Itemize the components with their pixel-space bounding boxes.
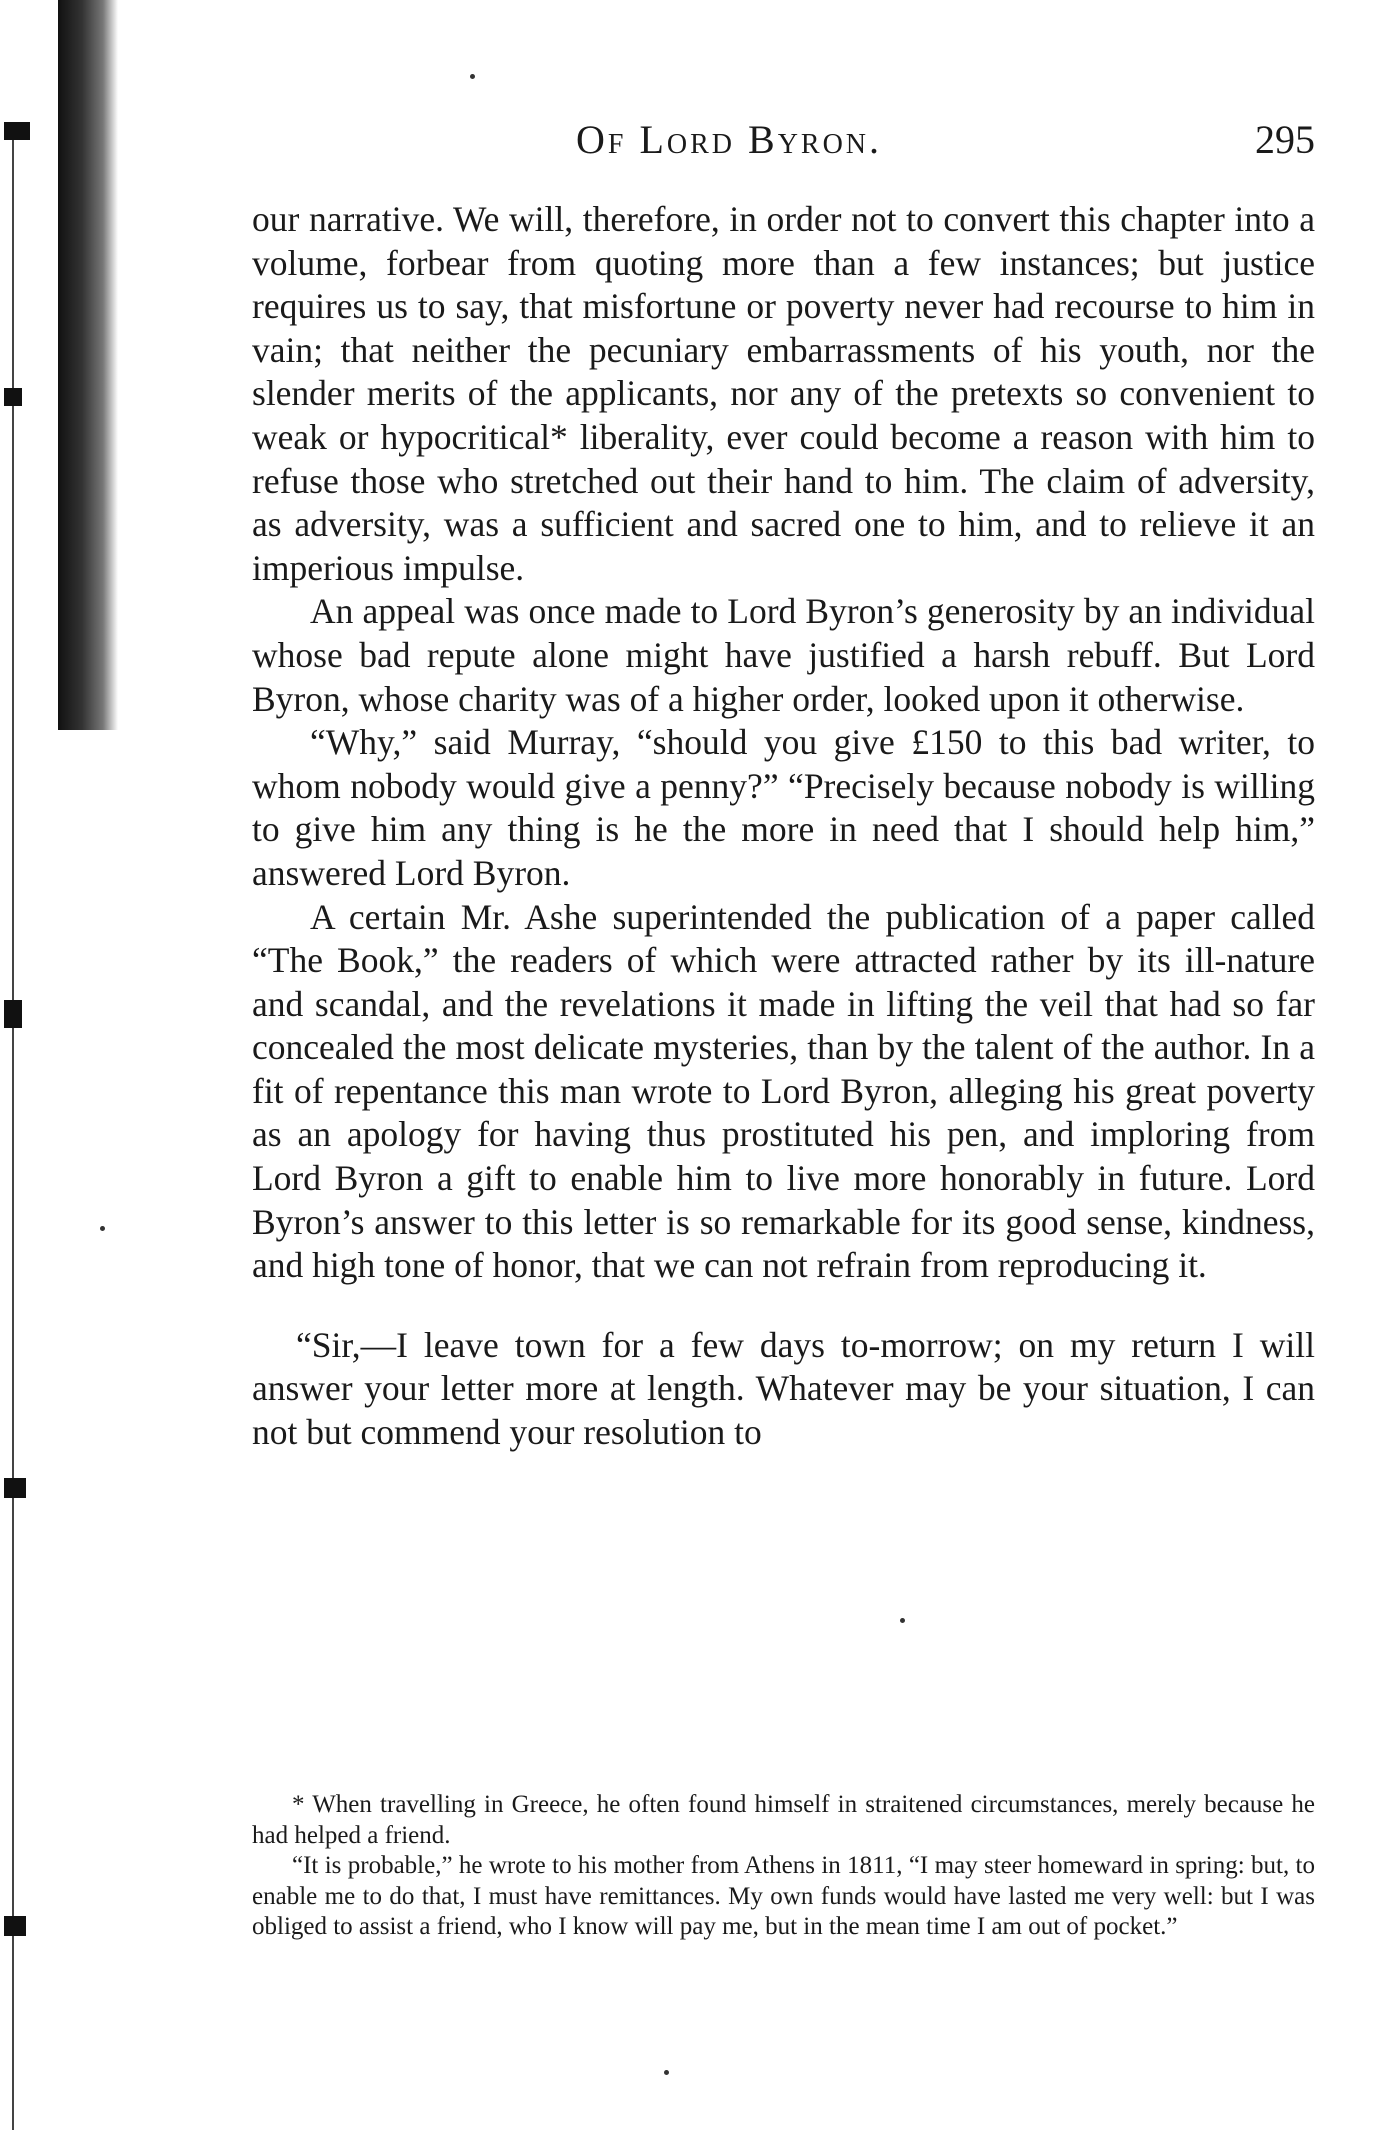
footnote: * When travelling in Greece, he often found himself in straitened circumstances, merely because he had helped a friend.: [252, 1791, 1315, 1849]
paragraph: “Why,” said Murray, “should you give £150 to this bad writer, to whom nobody would give a penny?” “Precisely because nobody is willing to give him any thing is he the more in need that I should help him,” answered Lord Byron.: [252, 722, 1315, 893]
paragraph: A certain Mr. Ashe superintended the publication of a paper called “The Book,” the readers of which were attracted rather by its ill-nature and scandal, and the revelations it made in lifting the veil that had so far concealed the most delicate mysteries, than by the talent of the author. In a fit of repentance this man wrote to Lord Byron, alleging his great poverty as an apology for having thus prostituted his pen, and imploring from Lord Byron a gift to enable him to live more honorably in future. Lord Byron’s answer to this letter is so remarkable for its good sense, kindness, and high tone of honor, that we can not refrain from reproducing it.: [252, 896, 1315, 1286]
scan-speck: [470, 74, 475, 79]
footnote: “It is probable,” he wrote to his mother from Athens in 1811, “I may steer homeward in spring: but, to enable me to do that, I must have remittances. My own funds would have lasted me very well: but I was obliged to assist a friend, who I know will pay me, but in the mean time I am out of pocket.”: [252, 1852, 1315, 1940]
scan-speck: [664, 2070, 669, 2075]
binding-mark: [4, 1478, 26, 1498]
scan-speck: [900, 1618, 905, 1623]
main-text: [252, 198, 1315, 1455]
page-number: 295: [1255, 117, 1315, 162]
running-header: [252, 116, 1315, 176]
paragraph: An appeal was once made to Lord Byron’s generosity by an individual whose bad repute alone might have justified a harsh rebuff. But Lord Byron, whose charity was of a higher order, looked upon it otherwise.: [252, 591, 1315, 719]
binding-shadow: [58, 0, 118, 730]
binding-mark: [4, 1000, 22, 1028]
letter-quote: “Sir,—I leave town for a few days to-morrow; on my return I will answer your letter more at length. Whatever may be your situation, I can not but commend your resolution to: [252, 1324, 1315, 1453]
scan-binding-edge: [0, 0, 100, 2135]
binding-mark: [4, 122, 30, 140]
paragraph: our narrative. We will, therefore, in order not to convert this chapter into a volume, forbear from quoting more than a few instances; but justice requires us to say, that misfortune or poverty never had recourse to him in vain; that neither the pecuniary embarrassments of his youth, nor the slender merits of the applicants, nor any of the pretexts so convenient to weak or hypocritical* liberality, ever could become a reason with him to refuse those who stretched out their hand to him. The claim of adversity, as adversity, was a sufficient and sacred one to him, and to relieve it an imperious impulse.: [252, 199, 1315, 588]
running-title: Of Lord Byron.: [576, 117, 883, 162]
binding-mark: [4, 388, 22, 406]
footnotes: [252, 1790, 1315, 1943]
scan-speck: [100, 1226, 105, 1231]
binding-mark: [4, 1916, 26, 1936]
binding-line: [12, 140, 14, 2130]
